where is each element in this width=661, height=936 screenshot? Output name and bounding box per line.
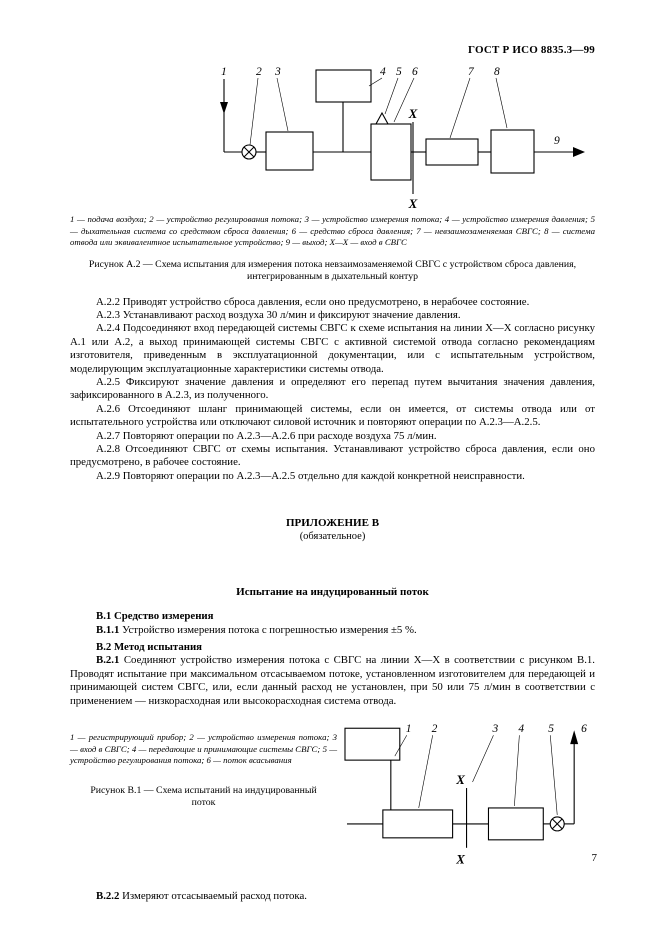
callout-1: 1 xyxy=(221,66,227,78)
callout-2: 2 xyxy=(256,66,262,78)
clause-a2-8: А.2.8 Отсоединяют СВГС от схемы испытания. Устанавливают устройство сброса давления, если оно предусмотрено, в рабочее состояние. xyxy=(70,442,595,469)
x-mark-top: X xyxy=(408,106,418,121)
suction-flow-line xyxy=(570,730,578,824)
figure-b1-legend: 1 — регистрирующий прибор; 2 — устройство измерения потока; 3 — вход в СВГС; 4 — передающие и принимающие системы СВГС; 5 — устройство регулирования потока; 6 — поток всасывания xyxy=(70,732,338,766)
appendix-b-subtitle: (обязательное) xyxy=(299,531,366,543)
figure-b1-block xyxy=(70,720,632,870)
scavenging-system-box xyxy=(491,130,534,173)
appendix-b-title: ПРИЛОЖЕНИЕ В xyxy=(285,517,380,530)
figure-a2-caption: Рисунок А.2 — Схема испытания для измерения потока невзаимозаменяемой СВГС с устройством сброса давления, интегрированным в дыхательный контур xyxy=(88,258,577,282)
x-mark-bottom: X xyxy=(408,196,418,211)
clause-a2-9: А.2.9 Повторяют операции по А.2.3—А.2.5 отдельно для каждой конкретной неисправности. xyxy=(96,469,525,482)
callout-9: 9 xyxy=(554,135,560,147)
callout-6: 6 xyxy=(581,723,587,736)
callout-3: 3 xyxy=(275,66,281,78)
clause-text: Соединяют устройство измерения потока с СВГС на линии Х—Х в соответствии с рисунком В.1. Проводят испытание при максимальном отсасываемом потоке, установленном изготовителем для передающей и принимающей систем СВГС, или, если данный расход не установлен, при 50 или 75 л/мин в соответствии с применением — низкорасходная или высокорасходная система отвода. xyxy=(70,654,595,707)
clause-a2-2: А.2.2 Приводят устройство сброса давления, если оно предусмотрено, в нерабочее состояние. xyxy=(96,295,530,308)
clause-a2-7: А.2.7 Повторяют операции по А.2.3—А.2.6 при расходе воздуха 75 л/мин. xyxy=(96,429,437,442)
figure-b1-diagram xyxy=(343,720,632,870)
clause-b1-1 xyxy=(70,624,595,637)
section-line-xx xyxy=(408,106,418,211)
clause-number: В.1.1 xyxy=(96,623,120,636)
clause-b2-2 xyxy=(70,890,595,903)
x-mark-top: X xyxy=(456,772,465,788)
recorder-box xyxy=(345,728,400,760)
breathing-system-box xyxy=(371,113,411,180)
heading-b2: В.2 Метод испытания xyxy=(96,641,203,653)
relief-valve-icon xyxy=(376,113,388,124)
figure-a2-diagram xyxy=(136,62,586,212)
section-title: Испытание на индуцированный поток xyxy=(236,586,429,599)
heading-b1: В.1 Средство измерения xyxy=(96,610,214,623)
right-arrow-icon xyxy=(573,147,585,157)
clause-a2-5: А.2.5 Фиксируют значение давления и определяют его перепад путем вычитания значения давления, зафиксированного в А.2.3, из полученного. xyxy=(70,375,595,402)
callout-1: 1 xyxy=(405,723,412,736)
clause-a2-3: А.2.3 Устанавливают расход воздуха 30 л/мин и фиксируют значение давления. xyxy=(96,308,461,321)
clause-text: Устройство измерения потока с погрешностью измерения ±5 %. xyxy=(122,623,417,636)
doc-number: ГОСТ Р ИСО 8835.3—99 xyxy=(468,44,595,56)
clauses-a2 xyxy=(70,296,595,484)
clause-number: В.2.1 xyxy=(96,654,120,667)
callout-4: 4 xyxy=(380,66,386,78)
figure-b1-left-column xyxy=(70,720,337,870)
outlet-line xyxy=(534,147,585,157)
flow-control-valve xyxy=(242,145,256,159)
clauses-b xyxy=(70,610,595,708)
callout-3: 3 xyxy=(492,723,499,736)
clause-number: В.2.2 xyxy=(96,890,120,903)
flow-control-valve xyxy=(550,817,564,831)
callout-2: 2 xyxy=(431,723,438,736)
flow-measuring-box xyxy=(266,132,313,170)
pressure-measuring-box xyxy=(316,70,371,152)
callout-4: 4 xyxy=(518,723,525,736)
callout-7: 7 xyxy=(468,66,474,78)
figure-b1-caption: Рисунок В.1 — Схема испытаний на индуцированный поток xyxy=(90,784,317,809)
flow-measuring-box xyxy=(383,810,453,838)
clause-text: Измеряют отсасываемый расход потока. xyxy=(122,890,308,903)
clause-a2-6: А.2.6 Отсоединяют шланг принимающей системы, если он имеется, от системы отвода или от испытательного устройства или отключают силовой источник и повторяют операции по А.2.3—А.2.5. xyxy=(70,402,595,429)
page-number: 7 xyxy=(591,852,597,864)
section-line-xx xyxy=(455,772,466,867)
svgs-box xyxy=(426,139,478,165)
callout-6: 6 xyxy=(412,66,418,78)
callout-8: 8 xyxy=(494,66,500,78)
down-arrow-icon xyxy=(220,102,228,114)
callout-5: 5 xyxy=(548,723,555,736)
air-supply-line xyxy=(220,79,242,152)
svgs-box xyxy=(489,808,544,840)
callout-5: 5 xyxy=(396,66,402,78)
clause-a2-4: А.2.4 Подсоединяют вход передающей системы СВГС к схеме испытания на линии Х—Х согласно рисунку А.1 или А.2, а выход принимающей системы СВГС с активной системой отвода согласно рекомендациям изготовителя, приведенным в эксплуатационной документации, или с испытательным устройством, моделирующим эксплуатационные характеристики системы отвода. xyxy=(70,322,595,375)
clause-b2-1 xyxy=(70,654,595,708)
up-arrow-icon xyxy=(570,730,578,744)
figure-a2-legend: 1 — подача воздуха; 2 — устройство регулирования потока; 3 — устройство измерения потока; 4 — устройство измерения давления; 5 — дыхательная система со средством сброса давления; 6 — средство сброса давления; 7 — невзаимозаменяемая СВГС; 8 — система отвода или эквивалентное испытательное устройство; 9 — выход; Х—Х — вход в СВГС xyxy=(70,214,595,247)
x-mark-bottom: X xyxy=(456,851,465,867)
